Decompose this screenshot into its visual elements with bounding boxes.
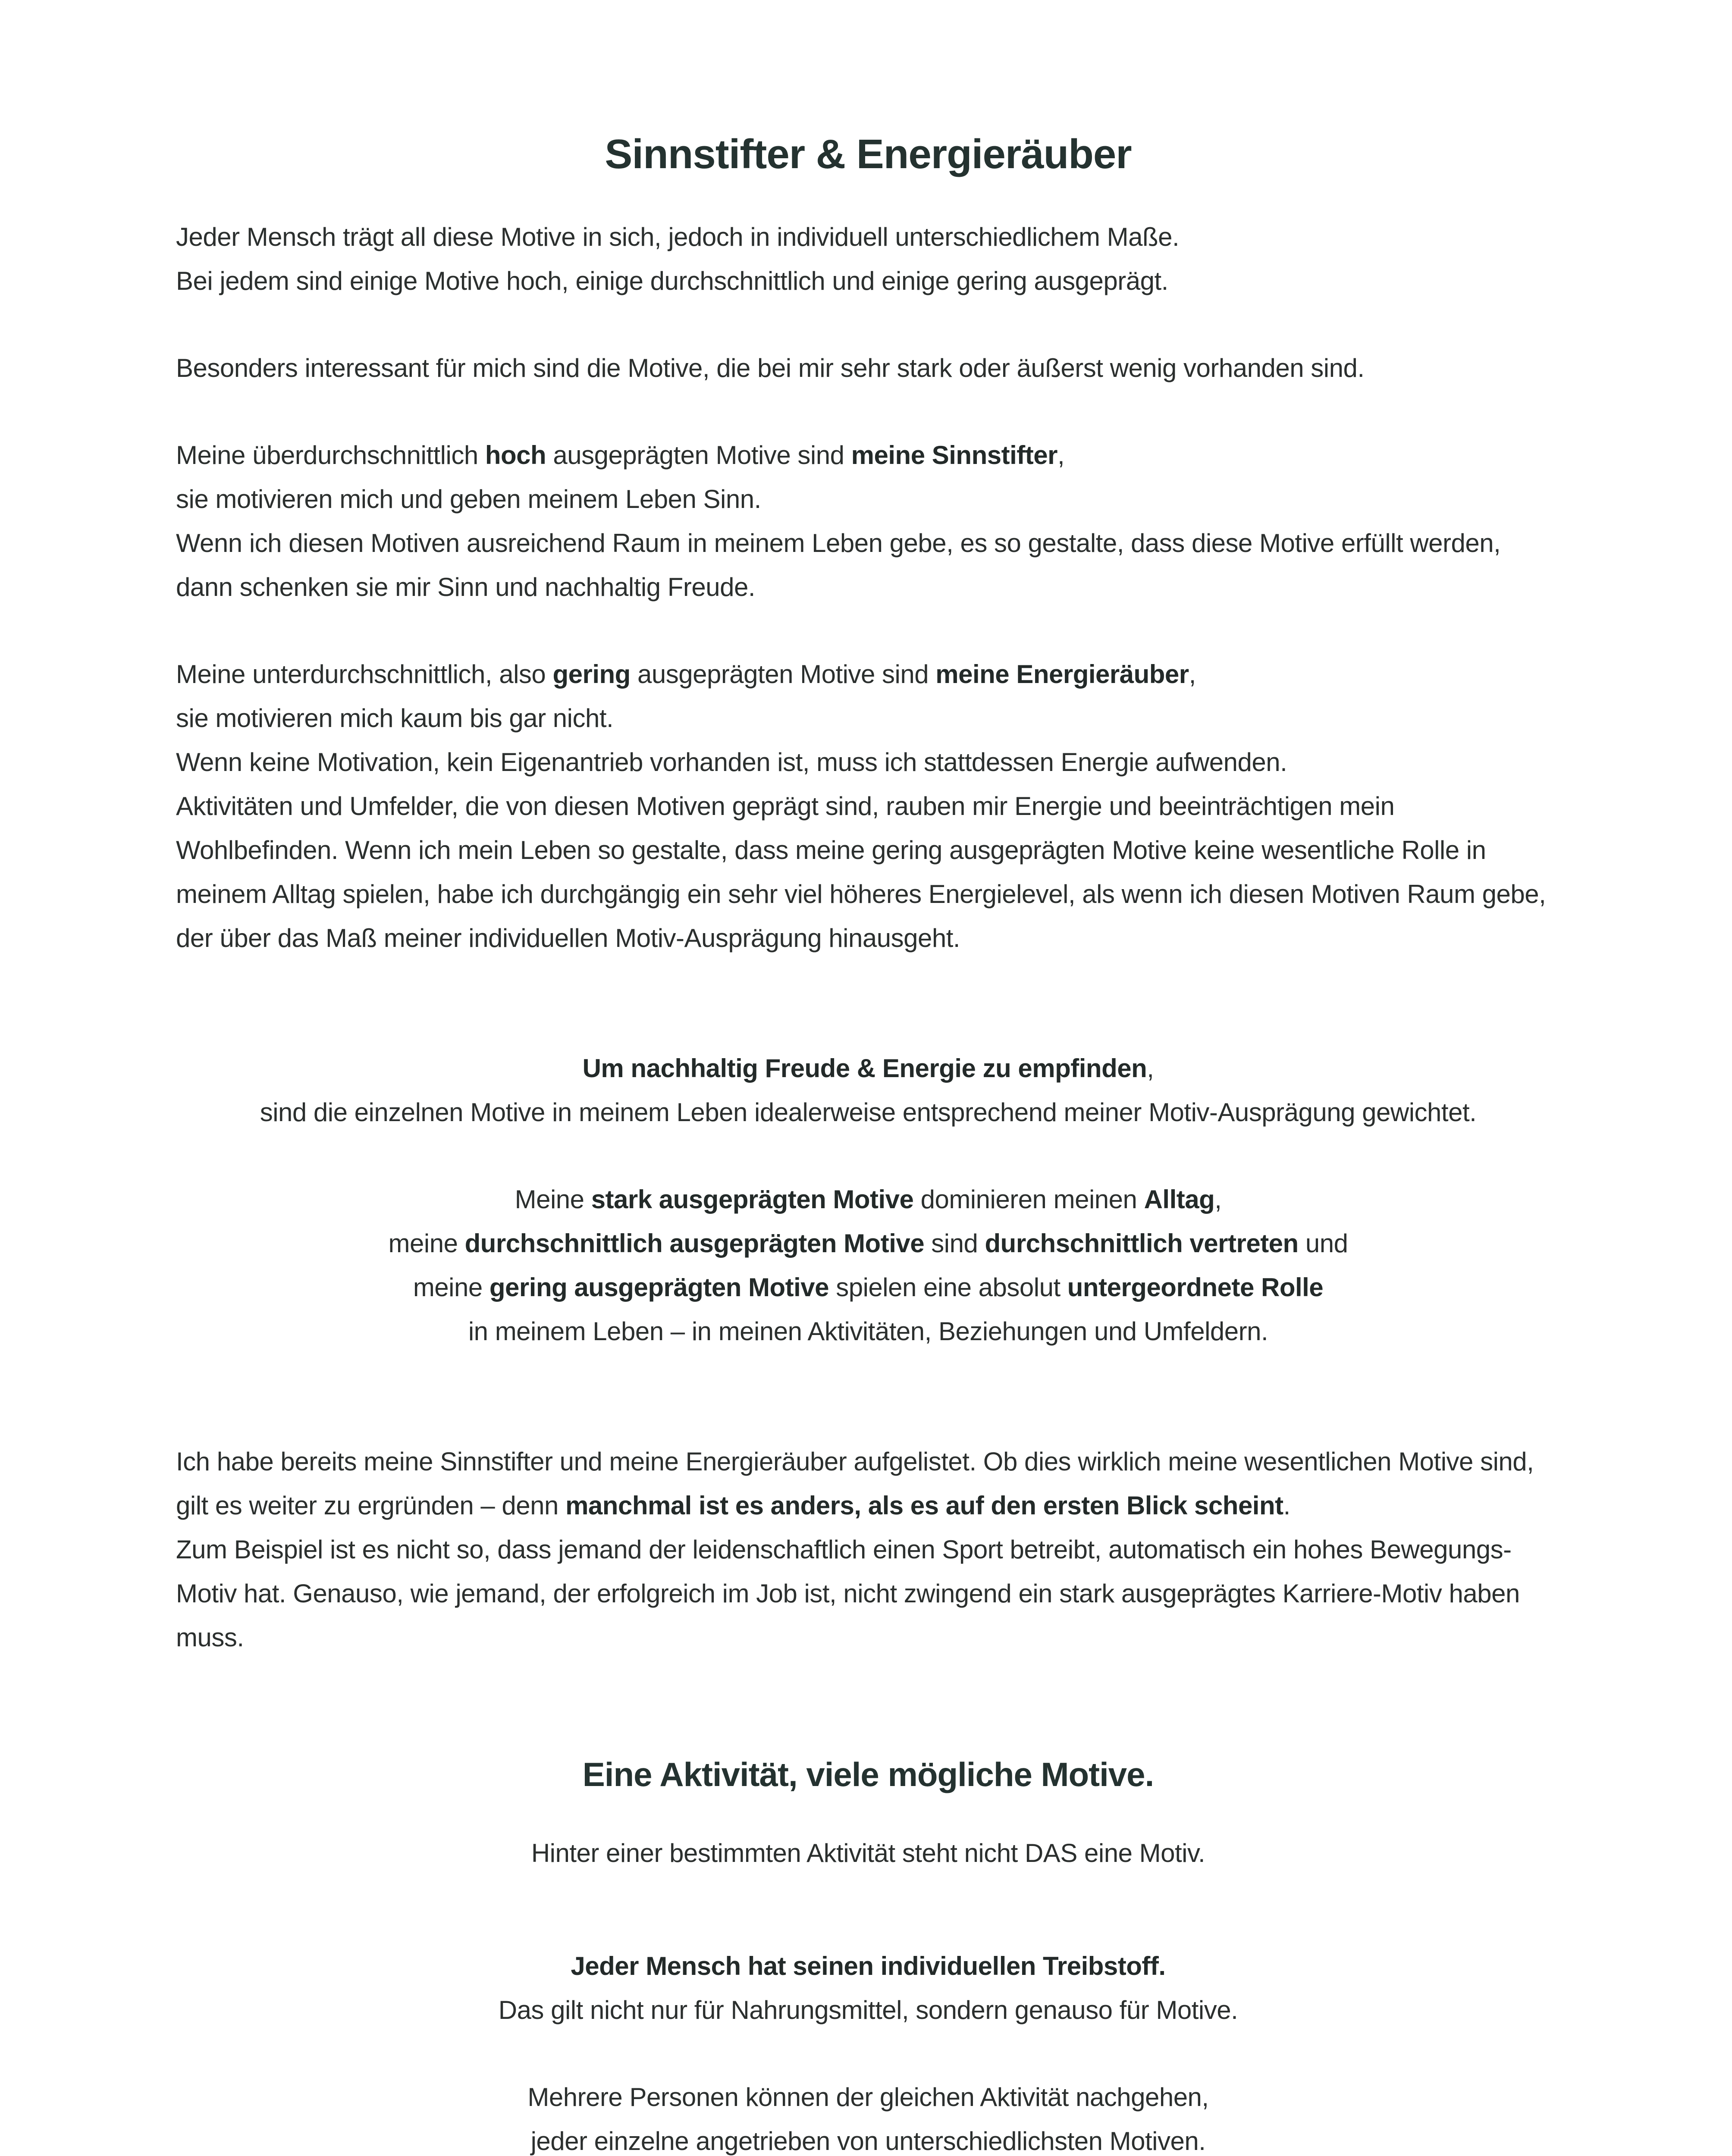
sinnstifter-paragraph bbox=[176, 433, 1560, 609]
mehrere-paragraph bbox=[176, 2075, 1560, 2156]
treibstoff-paragraph bbox=[176, 1944, 1560, 2032]
sinnstifter-line-2: sie motivieren mich und geben meinem Leben Sinn. bbox=[176, 485, 761, 514]
intro-paragraph bbox=[176, 215, 1560, 303]
emphasis: meine Energieräuber bbox=[935, 660, 1189, 689]
document-page bbox=[176, 129, 1560, 2156]
gewichtung-line-3: meine gering ausgeprägten Motive spielen eine absolut untergeordnete Rolle bbox=[413, 1273, 1324, 1302]
gewichtung-paragraph bbox=[176, 1178, 1560, 1354]
emphasis: Alltag bbox=[1144, 1185, 1215, 1214]
emphasis: Um nachhaltig Freude & Energie zu empfinden bbox=[582, 1054, 1147, 1083]
mehrere-line-1: Mehrere Personen können der gleichen Aktivität nachgehen, bbox=[527, 2082, 1209, 2112]
energieraeuber-line-3: Wenn keine Motivation, kein Eigenantrieb vorhanden ist, muss ich stattdessen Energie aufwenden. bbox=[176, 748, 1287, 777]
emphasis: hoch bbox=[485, 441, 546, 470]
freude-line-1: Um nachhaltig Freude & Energie zu empfinden, bbox=[582, 1054, 1154, 1083]
emphasis: untergeordnete Rolle bbox=[1067, 1273, 1324, 1302]
treibstoff-line-1 bbox=[176, 1944, 1560, 1988]
treibstoff-line-2: Das gilt nicht nur für Nahrungsmittel, sondern genauso für Motive. bbox=[498, 1995, 1238, 2024]
mehrere-line-2: jeder einzelne angetrieben von unterschiedlichsten Motiven. bbox=[530, 2126, 1206, 2156]
emphasis: manchmal ist es anders, als es auf den ersten Blick scheint bbox=[565, 1491, 1283, 1520]
sinnstifter-line-1: Meine überdurchschnittlich hoch ausgeprägten Motive sind meine Sinnstifter, bbox=[176, 441, 1065, 470]
hinter-paragraph: Hinter einer bestimmten Aktivität steht nicht DAS eine Motiv. bbox=[531, 1838, 1205, 1868]
gewichtung-line-1: Meine stark ausgeprägten Motive dominieren meinen Alltag, bbox=[515, 1185, 1222, 1214]
energieraeuber-line-1: Meine unterdurchschnittlich, also gering ausgeprägten Motive sind meine Energieräuber, bbox=[176, 660, 1196, 689]
interest-paragraph: Besonders interessant für mich sind die Motive, die bei mir sehr stark oder äußerst wenig vorhanden sind. bbox=[176, 354, 1365, 383]
energieraeuber-line-2: sie motivieren mich kaum bis gar nicht. bbox=[176, 704, 614, 733]
emphasis: gering ausgeprägten Motive bbox=[489, 1273, 829, 1302]
emphasis: durchschnittlich ausgeprägten Motive bbox=[464, 1229, 925, 1258]
bereits-line-example: Zum Beispiel ist es nicht so, dass jemand der leidenschaftlich einen Sport betreibt, automatisch ein hohes Bewegungs-Motiv hat. Genauso, wie jemand, der erfolgreich im Job ist, nicht zwingend ein stark ausgeprägtes Karriere-Motiv haben muss. bbox=[176, 1535, 1520, 1652]
bereits-paragraph: Ich habe bereits meine Sinnstifter und meine Energieräuber aufgelistet. Ob dies wirklich meine wesentlichen Motive sind, gilt es weiter zu ergründen – denn manchmal ist es anders, als es auf den ersten Blick scheint. Zum Beispiel ist es nicht so, dass jemand der leidenschaftlich einen Sport betreibt, automatisch ein hohes Bewegungs-Motiv hat. Genauso, wie jemand, der erfolgreich im Job ist, nicht zwingend ein stark ausgeprägtes Karriere-Motiv haben muss. bbox=[176, 1440, 1560, 1660]
intro-line-1: Jeder Mensch trägt all diese Motive in sich, jedoch in individuell unterschiedlichem Maße. bbox=[176, 222, 1180, 252]
energieraeuber-line-4: Aktivitäten und Umfelder, die von diesen Motiven geprägt sind, rauben mir Energie und beeinträchtigen mein Wohlbefinden. Wenn ich mein Leben so gestalte, dass meine gering ausgeprägten Motive keine wesentliche Rolle in meinem Alltag spielen, habe ich durchgängig ein sehr viel höheres Energielevel, als wenn ich diesen Motiven Raum gebe, der über das Maß meiner individuellen Motiv-Ausprägung hinausgeht. bbox=[176, 792, 1546, 953]
emphasis: stark ausgeprägten Motive bbox=[591, 1185, 914, 1214]
gewichtung-line-4: in meinem Leben – in meinen Aktivitäten, Beziehungen und Umfeldern. bbox=[468, 1317, 1268, 1346]
energieraeuber-paragraph bbox=[176, 652, 1560, 960]
freude-paragraph bbox=[176, 1047, 1560, 1134]
sinnstifter-line-3: Wenn ich diesen Motiven ausreichend Raum in meinem Leben gebe, es so gestalte, dass diese Motive erfüllt werden, dann schenken sie mir Sinn und nachhaltig Freude. bbox=[176, 529, 1501, 602]
page-title: Sinnstifter & Energieräuber bbox=[605, 131, 1132, 177]
emphasis: gering bbox=[552, 660, 631, 689]
gewichtung-line-2: meine durchschnittlich ausgeprägten Motive sind durchschnittlich vertreten und bbox=[388, 1229, 1348, 1258]
section-heading: Eine Aktivität, viele mögliche Motive. bbox=[582, 1755, 1154, 1794]
emphasis: durchschnittlich vertreten bbox=[985, 1229, 1299, 1258]
emphasis: meine Sinnstifter bbox=[851, 441, 1057, 470]
emphasis: Jeder Mensch hat seinen individuellen Treibstoff. bbox=[571, 1951, 1166, 1981]
freude-line-2: sind die einzelnen Motive in meinem Leben idealerweise entsprechend meiner Motiv-Ausprägung gewichtet. bbox=[260, 1098, 1477, 1127]
intro-line-2: Bei jedem sind einige Motive hoch, einige durchschnittlich und einige gering ausgeprägt. bbox=[176, 266, 1168, 296]
